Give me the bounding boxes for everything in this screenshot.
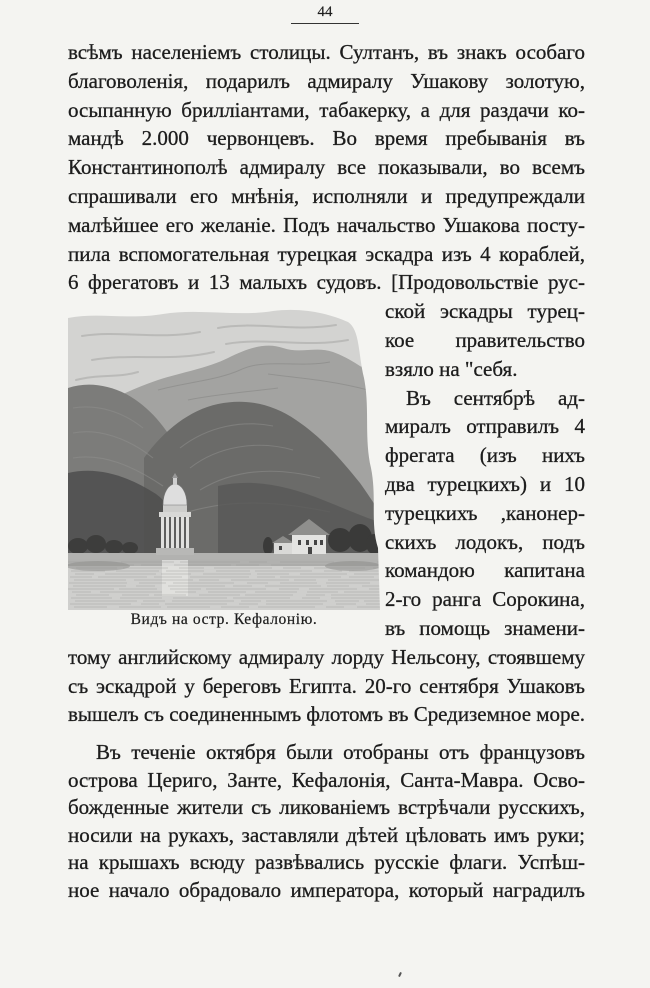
illustration-kefalonia [68, 308, 380, 610]
body-text-line: турецкихъ ,канонер- [385, 501, 585, 525]
water [68, 559, 380, 610]
body-text-line: всѣмъ населеніемъ столицы. Султанъ, въ знакъ особаго [68, 40, 585, 64]
body-text-line: вышелъ съ соединеннымъ флотомъ въ Средиземное море. [68, 702, 585, 726]
body-text-line: 6 фрегатовъ и 13 малыхъ судовъ. [Продовольствіе рус- [68, 270, 585, 294]
ink-speck [398, 972, 402, 977]
body-text-line: Константинополѣ адмиралу все показывали, во всемъ [68, 155, 585, 179]
body-text-line: скихъ лодокъ, подъ [385, 530, 585, 554]
body-text-line: Въ сентябрѣ ад- [406, 386, 585, 410]
body-text-line: пила вспомогательная турецкая эскадра изъ 4 кораблей, [68, 242, 585, 266]
body-text-line: носили на рукахъ, заставляли дѣтей цѣловать имъ руки; [68, 823, 585, 847]
illustration-caption: Видъ на остр. Кефалонію. [130, 611, 318, 628]
body-text-line: малѣйшее его желаніе. Подъ начальство Ушакова посту- [68, 213, 585, 237]
page-number: 44 [317, 4, 333, 20]
body-text-line: взяло на "себя. [385, 357, 518, 381]
body-text-line: ное начало обрадовало императора, который наградилъ [68, 878, 585, 902]
body-text-line: божденные жители съ ликованіемъ встрѣчали русскихъ, [68, 795, 585, 819]
body-text-line: командою капитана [385, 558, 585, 582]
body-text-line: два турецкихъ) и 10 [385, 472, 585, 496]
body-text-line: тому английскому адмиралу лорду Нельсону, стоявшему [68, 645, 585, 669]
body-text-line: осыпанную бриллiантами, табакерку, а для раздачи ко- [68, 98, 585, 122]
body-text-line: спрашивали его мнѣнія, исполняли и предупреждали [68, 184, 585, 208]
body-text-line: въ помощь знамени- [385, 616, 585, 640]
body-text-line: благоволенія, подарилъ адмиралу Ушакову золотую, [68, 69, 585, 93]
shore-wall [68, 553, 380, 559]
body-text-line: ской эскадры турец- [385, 299, 585, 323]
body-text-line: съ эскадрой у береговъ Египта. 20-го сентября Ушаковъ [68, 674, 585, 698]
body-text-line: фрегата (изъ нихъ [385, 443, 585, 467]
body-text-line: острова Цериго, Занте, Кефалонія, Санта-Мавра. Осво- [68, 768, 585, 792]
body-text-line: Въ теченіе октября были отобраны отъ французовъ [96, 740, 585, 764]
body-text-line: мандѣ 2.000 червонцевъ. Во время пребыванія въ [68, 126, 585, 150]
body-text-line: кое правительство [385, 328, 585, 352]
page-number-rule [291, 23, 359, 24]
body-text-line: 2-го ранга Сорокина, [385, 587, 585, 611]
body-text-line: на крышахъ всюду развѣвались русскіе флаги. Успѣш- [68, 850, 585, 874]
body-text-line: миралъ отправилъ 4 [385, 414, 585, 438]
